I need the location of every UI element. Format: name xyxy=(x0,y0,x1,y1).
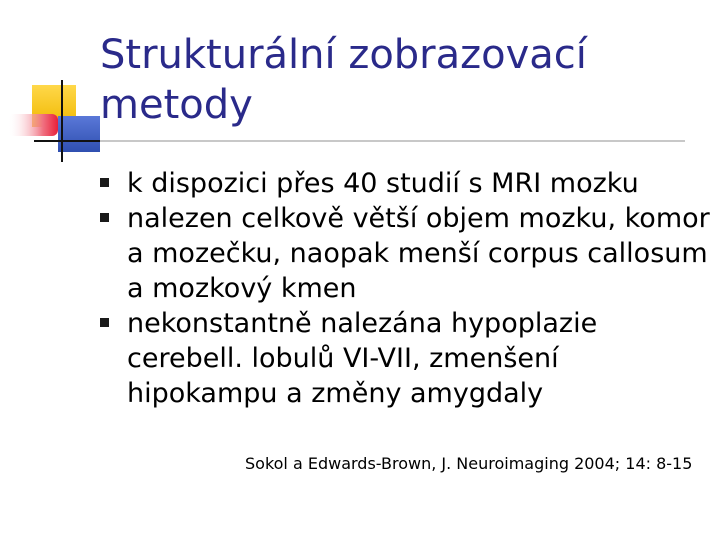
bullet-text: k dispozici přes 40 studií s MRI mozku xyxy=(127,168,639,199)
bullet-list xyxy=(100,166,710,411)
deco-blue-square xyxy=(58,116,100,152)
bullet-square-icon xyxy=(100,178,109,187)
deco-red-bar xyxy=(8,114,58,136)
citation: Sokol a Edwards-Brown, J. Neuroimaging 2004; 14: 8-15 xyxy=(245,454,693,473)
title-underline xyxy=(100,140,685,142)
list-item xyxy=(100,306,710,411)
bullet-text: nalezen celkově větší objem mozku, komor a mozečku, naopak menší corpus callosum a mozkový kmen xyxy=(127,203,710,304)
list-item xyxy=(100,201,710,306)
list-item xyxy=(100,166,710,201)
corner-decoration xyxy=(0,0,110,170)
page-title xyxy=(100,30,700,130)
bullet-square-icon xyxy=(100,318,109,327)
bullet-text: nekonstantně nalezána hypoplazie cerebell. lobulů VI-VII, zmenšení hipokampu a změny amygdaly xyxy=(127,308,598,409)
title-line-1: Strukturální zobrazovací xyxy=(100,32,587,78)
title-line-2: metody xyxy=(100,82,253,128)
bullet-square-icon xyxy=(100,213,109,222)
